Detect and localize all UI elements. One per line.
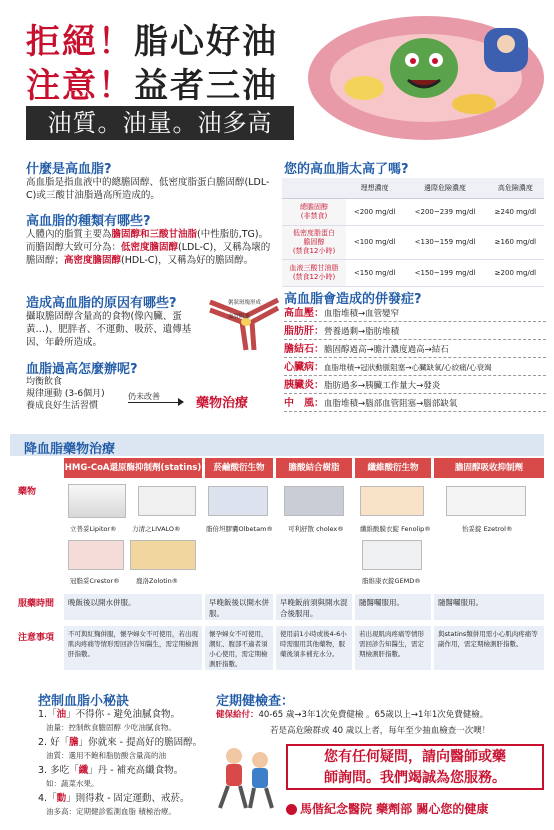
cholex-image [284,486,344,516]
contact-line-2: 師詢問。我們竭誠為您服務。 [324,770,506,786]
drug-col-header: 菸鹼酸衍生物 [205,458,273,478]
time-cell: 早晚飯前須與開水混合後服用。 [276,594,352,620]
header [0,0,554,148]
types-title: 高血脂的種類有哪些? [26,214,151,229]
risk-title: 您的高血脂太高了嗎? [284,162,409,177]
comp-item: 中 風：血脂堆積→腦部血管阻塞→腦部缺氧 [284,396,546,412]
tip-note: 油量：控制飲食膽固醇 少吃油膩食物。 [46,723,176,732]
risk-header: 理想濃度 [346,178,403,198]
time-cell: 隨醫囑服用。 [434,594,544,620]
table-row: 血液三酸甘油脂 (禁食12小時) <150 mg/dl <150~199 mg/dl ≥200 mg/dl [282,259,544,286]
banner: 油質。油量。油多高 [26,106,294,140]
time-cell: 隨醫囑服用。 [355,594,431,620]
drug-col-header: 膽固醇吸收抑制劑 [434,458,544,478]
tip-note: 油質：選用不飽和脂肪酸含量高的油 [46,751,166,760]
table-row: 總膽固醇 (非禁食) <200 mg/dl <200~239 mg/dl ≥240 mg/dl [282,198,544,225]
drug-name: 冠脂妥Crestor® [70,577,120,585]
tip-item: 1.「油」不得你 - 避免油膩食物。 [38,709,181,720]
checkup-title: 定期健檢查： [216,694,295,709]
risk-header: 高危險濃度 [487,178,544,198]
contact-line-1: 您有任何疑問，請向醫師或藥 [324,749,506,765]
gemd-image [362,540,422,570]
tip-item: 4.「動」則得救 - 固定運動、戒菸。 [38,793,190,804]
checkup-line: 健保給付：40-65 歲→3年1次免費健檢 。65歲以上→1年1次免費健檢。 [216,710,489,720]
tips-title: 控制血脂小秘訣 [38,694,130,709]
treat-result: 藥物治療 [196,396,249,411]
risk-header [282,178,346,198]
comp-item: 高血壓：血脂堆積→血管變窄 [284,306,546,322]
drug-name: 可利舒散 cholex® [288,525,344,533]
note-cell: 不可與紅麴併服，懷孕婦女不可使用，若出現肌肉疼痛等情形需回診告知醫生，需定期檢測肝指數。 [64,626,202,670]
treat-item-1: 均衡飲食 [26,377,63,387]
tip-note: 如：蔬菜水果。 [46,779,99,788]
risk-header: 邊際危險濃度 [403,178,487,198]
diagram-label-plaque: 粥狀斑塊形成 [228,300,262,306]
comp-item: 膽結石：膽固醇過高→膽汁濃度過高→結石 [284,342,546,358]
drug-col-header: 膽酸結合樹脂 [276,458,352,478]
what-title: 什麼是高血脂? [26,162,112,177]
monster-blood-vessel-illustration [304,8,548,144]
drug-row-label: 藥物 [18,487,37,497]
ezetrol-image [446,486,526,516]
hospital-logo-icon [286,804,297,815]
drug-name: 怡妥錠 Ezetrol® [462,525,513,533]
drug-name: 力清之LIVALO® [132,525,181,533]
comp-item: 胰臟炎：脂肪過多→胰臟工作量大→發炎 [284,378,546,394]
comp-item: 脂肪肝：營養過剩→脂肪堆積 [284,324,546,340]
what-text: 高血脂是指血液中的總膽固醇、低密度脂蛋白膽固醇(LDL-C)或三酸甘油脂過高所造成的。 [26,177,270,201]
tip-item: 2. 好「膽」你就來 - 提高好的膽固醇。 [38,737,203,748]
note-cell: 使用前1小時或後4-6小時需服用其他藥物，服藥後須多補充水分。 [276,626,352,670]
time-cell: 早晚飯後以開水併服。 [205,594,273,620]
note-cell: 與statins類併用需小心肌肉疼痛等副作用，需定期檢測肝指數。 [434,626,544,670]
time-cell: 晚飯後以開水併服。 [64,594,202,620]
treat-list [26,376,105,412]
drug-name: 立普妥Lipitor® [70,525,117,533]
exercise-illustration [212,744,280,814]
arrow-line [128,402,180,403]
tip-item: 3. 多吃「纖」丹 - 補充高纖食物。 [38,765,184,776]
comp-item: 心臟病：血脂堆積→冠狀動脈阻塞→心臟缺氧/心絞痛/心衰竭 [284,360,546,376]
arrow-head-icon [178,398,184,406]
arrow-label: 仍未改善 [128,392,160,401]
comp-title: 高血脂會造成的併發症? [284,292,422,307]
types-text: 人體內的脂質主要為膽固醇和三酸甘油脂(中性脂肪,TG)。而膽固醇大致可分為：低密度膽固醇(LDL-C)，又稱為壞的膽固醇；高密度膽固醇(HDL-C)，又稱為好的膽固醇。 [26,229,271,266]
livalo-image [138,486,196,516]
drugs-title: 降血脂藥物治療 [24,442,116,457]
crestor-image [68,540,124,570]
table-row: 低密度脂蛋白 膽固醇 (禁食12小時) <100 mg/dl <130~159 mg/dl ≥160 mg/dl [282,225,544,259]
drug-name: 纖維酸膜衣錠 Fenolip® [360,525,431,533]
diagram-label-block: 血管阻塞 [228,314,251,320]
contact-box [286,744,544,790]
olbetam-image [208,486,268,516]
headline-2: 注意！益者三油 [26,66,278,106]
tip-note: 油多高：定期健診監測血脂 積極治療。 [46,807,176,816]
checkup-line-2: 若是高危險群或 40 歲以上者，每年至少抽血檢查一次噢！ [270,726,491,736]
note-row-label: 注意事項 [18,633,55,643]
causes-text: 攝取膽固醇含量高的食物(像內臟、蛋黃…)、肥胖者、不運動、吸菸、遺傳基因、年齡所造成。 [26,311,192,348]
fenolip-image [360,486,424,516]
zolotin-image [130,540,196,570]
drug-name: 鹿洛Zolotin® [136,577,179,585]
risk-table [282,178,544,287]
footer: 馬偕紀念醫院 藥劑部 關心您的健康 [286,800,488,817]
drug-col-header: HMG-CoA還原酶抑制劑(statins) [64,458,202,478]
treat-title: 血脂過高怎麼辦呢? [26,362,138,377]
note-cell: 懷孕婦女不可使用，潮紅、腹部不適者須小心使用，需定期檢測肝指數。 [205,626,273,670]
time-row-label: 服藥時間 [18,599,55,609]
drug-col-header: 纖維酸衍生物 [355,458,431,478]
treat-item-2: 規律運動 (3-6個月) [26,389,105,399]
drug-name: 脂倍坦膠囊Olbetam® [206,525,273,533]
note-cell: 若出現肌肉疼痛等情形需回診告知醫生，需定期檢測肝指數。 [355,626,431,670]
treat-item-3: 養成良好生活習慣 [26,401,99,411]
drug-name: 脂維康衣錠GEMD® [362,577,421,585]
causes-title: 造成高血脂的原因有哪些? [26,296,177,311]
headline-1: 拒絕！脂心好油 [26,22,278,62]
lipitor-image [68,484,126,518]
